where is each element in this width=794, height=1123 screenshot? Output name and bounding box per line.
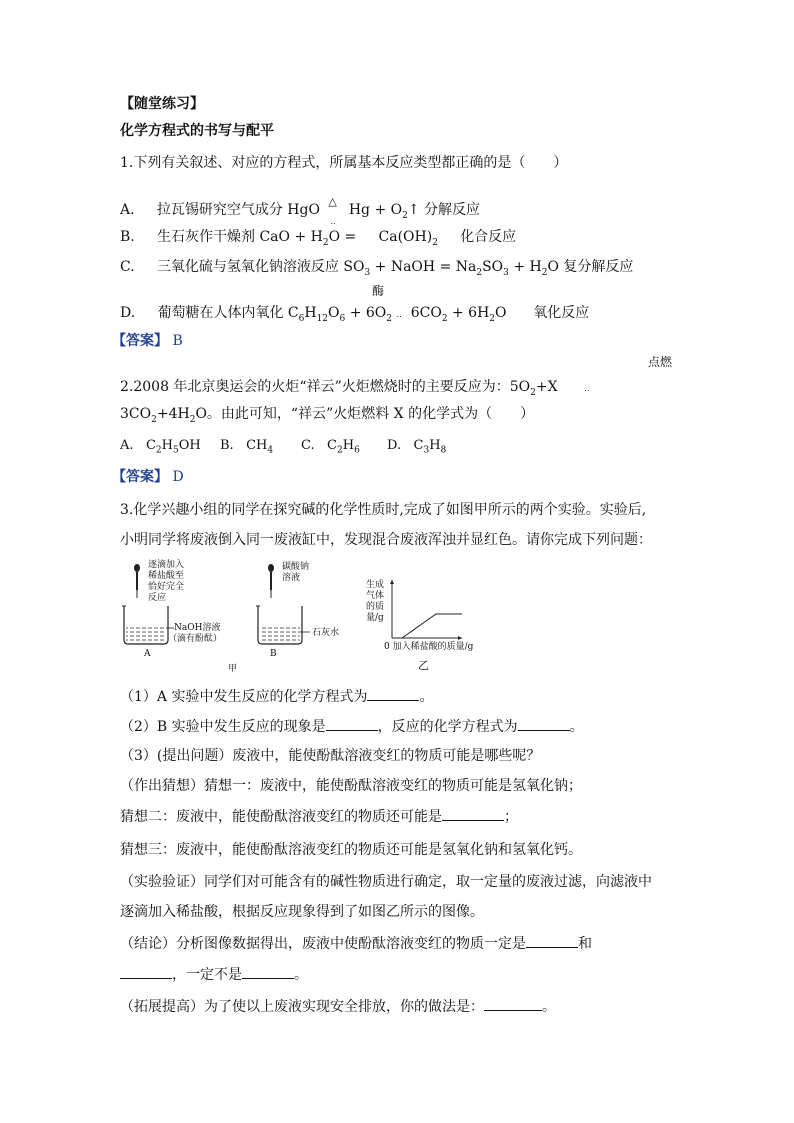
topic-title: 化学方程式的书写与配平 (120, 123, 274, 139)
q1-a-rest: Hg + O (348, 202, 403, 218)
q3-part4: （作出猜想）猜想一：废液中，能使酚酞溶液变红的物质可能是氢氧化钠； (120, 778, 582, 794)
q1-b-text: 生石灰作干燥剂 CaO + H (157, 229, 323, 245)
q2-option-b (220, 437, 273, 460)
fig-b-note-1: 碳酸钠 (282, 562, 310, 572)
q2-opt-a-e: OH (178, 438, 201, 453)
answer-blank[interactable] (242, 964, 294, 979)
q1-a-label: A. (120, 202, 135, 218)
q2-l2-sub2: 2 (189, 414, 196, 425)
q1-b-mid: O = (328, 229, 357, 245)
q2-option-c (301, 437, 360, 460)
q1-a-sub: 2 (402, 210, 408, 221)
fig-y-label-3: 的质 (366, 602, 385, 612)
q3-part9 (120, 933, 592, 954)
q2-line1: 2.2008 年北京奥运会的火炬“祥云”火炬燃烧时的主要反应为：$5O_2+X$ ‥ (120, 379, 590, 398)
q3-part1-text: （1）A 实验中发生反应的化学方程式为 (120, 689, 368, 705)
q2-opt-c: C (327, 438, 337, 453)
q2-opt-a-label: A. (120, 438, 134, 453)
answer-blank[interactable] (442, 806, 504, 821)
answer-blank[interactable] (367, 686, 419, 701)
q3-part6: 猜想三：废液中，能使酚酞溶液变红的物质还可能是氢氧化钠和氢氧化钙。 (120, 842, 582, 858)
q3-part8: 逐滴加入稀盐酸，根据反应现象得到了如图乙所示的图像。 (120, 904, 484, 920)
q2-answer-value: D (172, 469, 184, 485)
q1-d-s4: 2 (386, 313, 392, 324)
q2-opt-d-s2: 8 (440, 445, 447, 456)
q1-option-a: A. 拉瓦锡研究空气成分 HgO △ ‥ $Hg + O_2↑$ 分解反应 (120, 200, 480, 226)
fig-jia-label: 甲 (228, 664, 238, 674)
fig-b-solution: 石灰水 (312, 628, 340, 638)
fig-a-note-3: 恰好完全 (148, 582, 185, 592)
q1-d-s2: 12 (316, 313, 329, 324)
q2-opt-d-s1: 3 (423, 445, 430, 456)
q1-d-t2: O (328, 305, 340, 321)
q3-part10 (120, 964, 308, 985)
fig-x-label: 0 加入稀盐酸的质量/g (384, 642, 474, 652)
q2-line2b: +4H (156, 406, 190, 422)
q3-part5-text: 猜想二：废液中，能使酚酞溶液变红的物质还可能是 (120, 809, 442, 825)
fig-yi-label: 乙 (418, 659, 429, 672)
q1-b-prod-sub: 2 (432, 237, 438, 248)
beaker-b-icon (256, 606, 310, 644)
q2-l1-end: +X (535, 379, 558, 395)
gas-mass-graph (390, 580, 462, 640)
fig-a-note-1: 逐滴加入 (148, 560, 185, 570)
q2-opt-b-s: 4 (267, 445, 274, 456)
q1-d-s5: 2 (441, 313, 448, 324)
fig-a-note-2: 稀盐酸至 (148, 571, 185, 581)
answer-blank[interactable] (484, 996, 542, 1011)
q3-part11 (120, 996, 556, 1017)
q1-d-label: D. (120, 305, 136, 321)
q1-option-b (120, 227, 516, 253)
q3-part2 (120, 716, 584, 737)
q1-c-mid: + NaOH = Na (370, 259, 477, 275)
q1-c-end: O 复分解反应 (547, 259, 634, 275)
q3-part5-end: ； (504, 809, 518, 825)
q1-c-sub2: 2 (476, 267, 483, 278)
q2-opt-b: CH (246, 438, 268, 453)
q2-line2 (120, 404, 534, 430)
q1-stem: 1.下列有关叙述、对应的方程式，所属基本反应类型都正确的是（ ） (120, 155, 568, 171)
q2-opt-c-label: C. (301, 438, 315, 453)
q2-opt-a: C (145, 438, 156, 453)
q1-answer (112, 331, 183, 351)
q1-c-text: 三氧化硫与氢氧化钠溶液反应 SO (156, 259, 365, 275)
q3-part3: （3）(提出问题）废液中，能使酚酞溶液变红的物质可能是哪些呢？ (120, 748, 541, 764)
q2-opt-c-s1: 2 (336, 445, 343, 456)
q2-l1-sub: 2 (530, 387, 536, 398)
q2-line2c: O。由此可知，“祥云”火炬燃料 X 的化学式为（ ） (195, 406, 535, 422)
fig-b-label: B (270, 649, 277, 659)
q3-part10-end: 。 (294, 967, 308, 983)
section-title: 【随堂练习】 (120, 96, 204, 112)
q1-c-sub1: 3 (364, 267, 371, 278)
q3-part2-end: 。 (569, 719, 584, 735)
q1-c-mid3: + H (508, 259, 542, 275)
gas-curve (402, 614, 462, 638)
answer-blank[interactable] (120, 964, 172, 979)
q1-c-sub4: 2 (541, 267, 548, 278)
fig-y-label-1: 生成 (366, 580, 385, 590)
q1-c-mid2: SO (482, 259, 504, 275)
q1-d-s3: 6 (339, 313, 346, 324)
q2-answer-label: 【答案】 (112, 469, 168, 485)
q1-d-text: 葡萄糖在人体内氧化 C (157, 305, 299, 321)
q1-b-prod: Ca(OH) (378, 229, 433, 245)
beaker-a-icon (122, 606, 174, 644)
q1-d-type: 氧化反应 (533, 305, 590, 321)
q1-c-label: C. (120, 259, 135, 275)
q1-a-text: 拉瓦锡研究空气成分 HgO (156, 202, 320, 218)
q3-part10-mid: ，一定不是 (172, 967, 242, 983)
q1-d-cond: 酶 (372, 284, 385, 298)
q1-b-type: 化合反应 (460, 229, 517, 245)
answer-blank[interactable] (526, 933, 578, 948)
q3-figure (118, 558, 498, 676)
q1-d-s1: 6 (298, 313, 305, 324)
fig-y-label-2: 气体 (366, 591, 385, 601)
q2-answer (112, 467, 184, 487)
q1-option-c (120, 257, 633, 283)
fig-a-solution-1: NaOH溶液 (174, 623, 221, 633)
q1-b-sub: 2 (322, 237, 329, 248)
q1-answer-value: B (172, 333, 183, 349)
q2-opt-c-t: H (342, 438, 355, 453)
q2-line2a: 3CO (120, 406, 152, 422)
q3-part7: （实验验证）同学们对可能含有的碱性物质进行确定，取一定量的废液过滤，向滤液中 (120, 874, 652, 890)
q1-d-t1: H (304, 305, 317, 321)
q3-part2-mid: ，反应的化学方程式为 (377, 719, 518, 735)
fig-y-label-4: 量/g (366, 613, 384, 623)
q1-answer-label: 【答案】 (112, 333, 168, 349)
dropper-a-icon (134, 564, 140, 598)
q2-opt-a-s1: 2 (155, 445, 162, 456)
q3-intro-line1: 3.化学兴趣小组的同学在探究碱的化学性质时,完成了如图甲所示的两个实验。实验后, (120, 502, 647, 518)
q1-a-cond: △ (328, 195, 337, 208)
answer-blank[interactable] (518, 716, 570, 731)
q2-cond: 点燃 (648, 355, 673, 369)
q1-d-t5: + 6H (447, 305, 490, 321)
q2-opt-d-t: H (429, 438, 441, 453)
q1-d-s6: 2 (489, 313, 496, 324)
q1-b-label: B. (120, 229, 135, 245)
q3-part5 (120, 806, 518, 827)
q2-opt-a-t: H (161, 438, 173, 453)
q3-part11-text: （拓展提高）为了使以上废液实现安全排放，你的做法是： (120, 999, 484, 1015)
q3-intro-line2: 小明同学将废液倒入同一废液缸中，发现混合废液浑浊并显红色。请你完成下列问题： (120, 532, 652, 548)
q2-opt-d-label: D. (387, 438, 402, 453)
q2-opt-d: C (413, 438, 424, 453)
answer-blank[interactable] (326, 716, 378, 731)
q2-option-a (120, 437, 201, 460)
q1-option-d: D. 葡萄糖在人体内氧化 $C_6H_{12}O_6 + 6O_2$ ‥ $6CO_2 + 6H_2O$ 氧化反应 (120, 305, 590, 324)
q2-l2-sub1: 2 (151, 414, 157, 425)
q1-d-t6: O (495, 305, 507, 321)
q3-part9-end: 和 (578, 936, 592, 952)
q2-opt-a-s2: 5 (172, 445, 179, 456)
q3-part2-text: （2）B 实验中发生反应的现象是 (120, 719, 326, 735)
q1-a-end: ↑ 分解反应 (407, 202, 481, 218)
q2-option-d (387, 437, 446, 460)
q1-d-t3: + 6O (345, 305, 387, 321)
fig-a-solution-2: （滴有酚酞） (168, 634, 223, 644)
dropper-b-icon (268, 564, 274, 598)
q3-part11-end: 。 (542, 999, 556, 1015)
q3-part1-end: 。 (419, 689, 434, 705)
q3-part1 (120, 686, 433, 707)
fig-a-label: A (144, 649, 151, 659)
q1-c-sub3: 3 (503, 267, 509, 278)
q2-opt-c-s2: 6 (354, 445, 360, 456)
fig-b-note-2: 溶液 (282, 573, 301, 583)
q1-d-t4: 6CO (410, 305, 442, 321)
q2-line1-text: 2.2008 年北京奥运会的火炬“祥云”火炬燃烧时的主要反应为：5O (120, 379, 531, 395)
q2-opt-b-label: B. (220, 438, 234, 453)
q3-part9-text: （结论）分析图像数据得出，废液中使酚酞溶液变红的物质一定是 (120, 936, 526, 952)
fig-a-note-4: 反应 (148, 593, 167, 603)
